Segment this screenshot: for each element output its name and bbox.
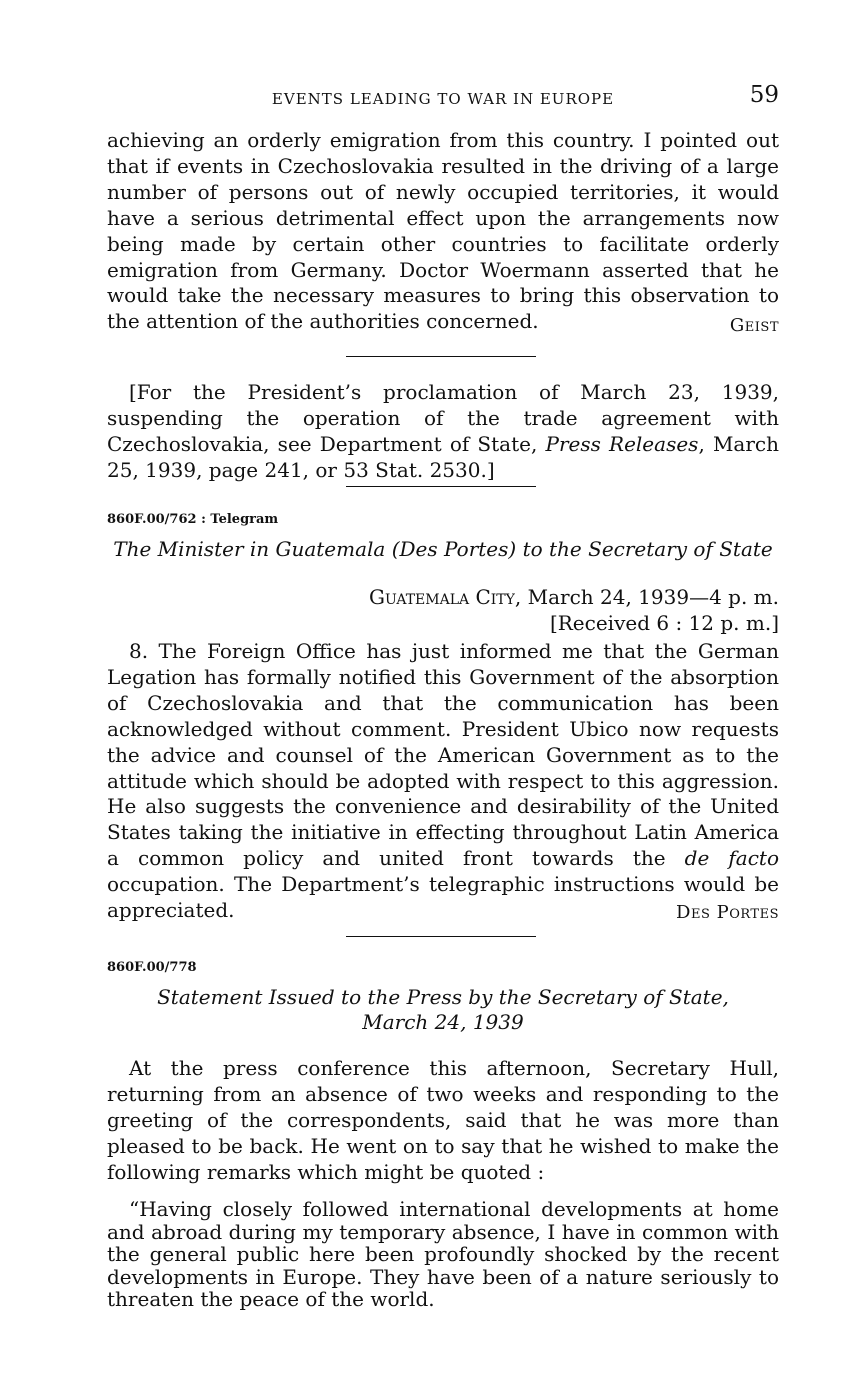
section-divider: [346, 936, 536, 937]
received-time: [Received 6 : 12 p. m.]: [549, 611, 779, 635]
file-reference: 860F.00/762 : Telegram: [107, 512, 279, 527]
note-text-end: , March 25, 1939, page 241, or 53 Stat. 2530.]: [107, 431, 779, 482]
telegram-title: [107, 537, 779, 561]
telegram-paragraph: [107, 639, 779, 924]
statement-date-line: March 24, 1939: [362, 1010, 524, 1034]
telegram-text-start: 8. The Foreign Office has just informed me that the German Legation has formally notified this Government of the absorption of Czechoslovakia and that the communication has been acknowledged without comment. President Ubico now requests the advice and counsel of the American Government as to the attitude which should be adopted with respect to this aggression. He also suggests the convenience and desirability of the United States taking the initiative in effecting throughout Latin America a common policy and united front towards the: [107, 639, 779, 871]
note-publication-title: Press Releases: [545, 431, 699, 456]
title-part: ) to the Secretary of State: [508, 537, 773, 561]
note-text-start: [For the President’s proclamation of March 23, 1939, suspending the operation of the trade agreement with Czechoslovakia, see Department of State,: [107, 380, 779, 456]
section-divider: [346, 486, 536, 487]
running-head: EVENTS LEADING TO WAR IN EUROPE: [271, 90, 615, 108]
dateline-place: Guatemala City: [369, 585, 515, 609]
proclamation-note: [107, 380, 779, 484]
dateline: [369, 585, 779, 609]
telegram-text-end: occupation. The Department’s telegraphic instructions would be appreciated.: [107, 872, 779, 923]
quoted-remarks-paragraph: “Having closely followed international developments at home and abroad during my temporary absence, I have in common with the general public here been profoundly shocked by the recent developments in Europe. They have been of a nature seriously to threaten the peace of the world.: [107, 1197, 779, 1311]
emigration-paragraph: achieving an orderly emigration from this country. I pointed out that if events in Czechoslovakia resulted in the driving of a large number of persons out of newly occupied territories, it would have a serious detrimental effect upon the arrangements now being made by certain other countries to facilitate orderly emigration from Germany. Doctor Woermann asserted that he would take the necessary measures to bring this observation to the attention of the authorities concerned.: [107, 128, 779, 334]
section-divider: [346, 356, 536, 357]
title-part: Des Portes: [399, 537, 509, 561]
title-part: The Minister in Guatemala (: [113, 537, 400, 561]
statement-title: [107, 985, 779, 1035]
file-reference: 860F.00/778: [107, 960, 197, 975]
latin-phrase: de facto: [684, 846, 779, 871]
signature-des-portes: Des Portes: [676, 902, 779, 923]
statement-title-line: Statement Issued to the Press by the Secretary of State,: [157, 985, 729, 1009]
signature-geist: Geist: [729, 315, 779, 336]
dateline-date: , March 24, 1939—4 p. m.: [514, 585, 779, 609]
page-header: [107, 82, 779, 112]
press-conference-paragraph: At the press conference this afternoon, Secretary Hull, returning from an absence of two weeks and responding to the greeting of the correspondents, said that he was more than pleased to be back. He went on to say that he wished to make the following remarks which might be quoted :: [107, 1056, 779, 1184]
page-number: 59: [749, 82, 779, 108]
